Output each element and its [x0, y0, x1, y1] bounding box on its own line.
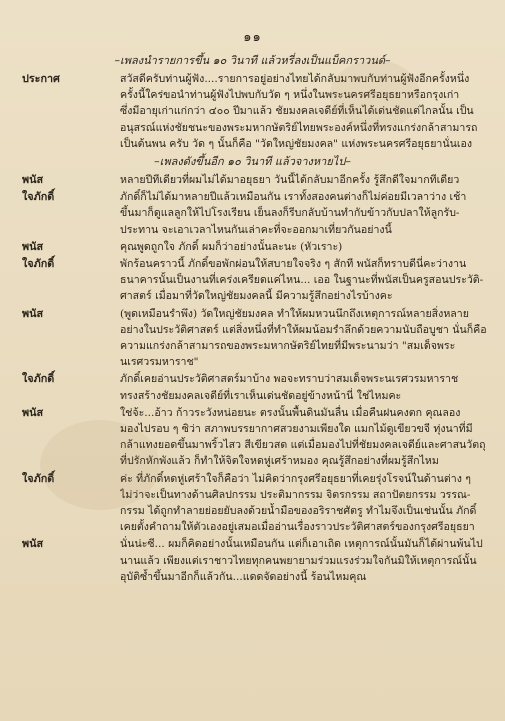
- dialogue-text: [120, 71, 483, 152]
- dialogue-line: นานแล้ว เพียงแต่เราชาวไทยทุกคนพยายามร่วมแรงร่วมใจกันมิให้เหตุการณ์นั้น: [120, 554, 477, 567]
- dialogue-line: อนุสรณ์แห่งชัยชนะของพระมหากษัตริย์ไทยพระองค์หนึ่งที่ทรงแกร่งกล้าสามารถ: [120, 121, 478, 134]
- dialogue-line: ไม่ว่าจะเป็นทางด้านศิลปกรรม ประติมากรรม จิตรกรรม สถาปัตยกรรม วรรณ-: [120, 488, 471, 501]
- dialogue-row: [22, 189, 483, 238]
- dialogue-line: เป็นต้นพน ครับ วัด ๆ นั้นก็คือ "วัดใหญ่ชัยมงคล" แห่งพระนครศรีอยุธยานั่นเอง: [120, 137, 473, 150]
- dialogue-line: (พูดเหมือนรำพึง) วัดใหญ่ชัยมงคล ทำให้ผมหวนนึกถึงเหตุการณ์หลายสิ่งหลาย: [120, 307, 469, 320]
- dialogue-text: [120, 471, 483, 536]
- speaker-name: ใจภักดิ์: [22, 372, 55, 386]
- dialogue-text: [120, 239, 483, 255]
- speaker-name: พนัส: [22, 306, 44, 320]
- dialogue-line: ที่ปรักหักพังแล้ว ก็ทำให้จิตใจหดหู่เศร้าหมอง คุณรู้สึกอย่างที่ผมรู้สึกไหม: [120, 455, 439, 468]
- dialogue-line: ทรงสร้างชัยมงคลเจดีย์ที่เราเห็นเด่นชัดอยู่ข้างหน้านี่ ใช่ไหมคะ: [120, 389, 402, 402]
- dialogue-line: ซึ่งมีอายุเก่าแก่กว่า ๔๐๐ ปีมาแล้ว ชัยมงคลเจดีย์ที่เห็นได้เด่นชัดแต่ไกลนั้น เป็น: [120, 105, 474, 118]
- speaker-name: ประกาศ: [22, 72, 60, 85]
- dialogue-line: ครั้งนี้ใคร่ขอนำท่านผู้ฟังไปพบกับวัด ๆ หนึ่งในพระนครศรีอยุธยาหรือกรุงเก่า: [120, 89, 460, 102]
- dialogue-line: ประทาน จะเอาเวลาไหนกันเล่าคะที่จะออกมาเที่ยวกันอย่างนี้: [120, 223, 392, 236]
- speaker-name: พนัส: [22, 405, 44, 419]
- dialogue-line: นเรศวรมหาราช": [120, 356, 199, 369]
- dialogue-line: กรรม ได้ถูกทำลายย่อยยับลงด้วยน้ำมือของอริราชศัตรู ทำไมจึงเป็นเช่นนั้น ภักดิ์: [120, 505, 477, 518]
- dialogue-line: มองไปรอบ ๆ ซิว่า สภาพบรรยากาศสวยงามเพียงใด แมกไม้ดูเขียวขจี ทุ่งนาที่มี: [120, 423, 473, 436]
- dialogue-line: นั่นน่ะซี... ผมก็คิดอย่างนั้นเหมือนกัน แต่ก็เอาเถิด เหตุการณ์นั้นมันก็ได้ผ่านพ้นไป: [120, 538, 483, 551]
- script-body: [22, 53, 487, 585]
- dialogue-line: ขึ้นมาก็ดูแลลูกให้ไปโรงเรียน เย็นลงก็รีบกลับบ้านทำกับข้าวกับปลาให้ลูกรับ-: [120, 207, 460, 220]
- dialogue-line: ความแกร่งกล้าสามารถของพระมหากษัตริย์ไทยที่มีพระนามว่า "สมเด็จพระ: [120, 340, 456, 353]
- dialogue-row: [22, 405, 486, 470]
- dialogue-row: [22, 71, 483, 152]
- dialogue-line: คุณพูดถูกใจ ภักดิ์ ผมก็ว่าอย่างนั้นละนะ (หัวเราะ): [120, 240, 343, 253]
- page-number: ๑๑: [243, 30, 262, 45]
- dialogue-text: [120, 405, 486, 470]
- speaker-name: พนัส: [22, 537, 44, 551]
- dialogue-text: [120, 189, 483, 238]
- speaker-name: พนัส: [22, 239, 44, 253]
- speaker-name: ใจภักดิ์: [22, 471, 55, 485]
- dialogue-line: อุบัติซ้ำขึ้นมาอีกก็แล้วกัน...แดดจัดอย่างนี้ ร้อนไหมคุณ: [120, 570, 367, 583]
- dialogue-row: [22, 172, 483, 188]
- dialogue-row: [22, 371, 483, 403]
- dialogue-row: [22, 239, 483, 255]
- dialogue-line: ใช่จ้ะ...อ้าว ก้าวระวังหน่อยนะ ตรงนั้นพื้นดินมันลื่น เมื่อคืนฝนคงตก คุณลอง: [120, 406, 461, 419]
- dialogue-line: สวัสดีครับท่านผู้ฟัง....รายการอยู่อย่างไทยได้กลับมาพบกับท่านผู้ฟังอีกครั้งหนึ่ง: [120, 73, 470, 85]
- dialogue-row: [22, 306, 487, 371]
- stage-direction: –เพลงดังขึ้นอีก ๑๐ วินาที แล้วจางหายไป–: [154, 155, 351, 169]
- dialogue-text: [120, 536, 483, 585]
- speaker-name: ใจภักดิ์: [22, 257, 55, 271]
- dialogue-line: อย่างในประวัติศาสตร์ แต่สิ่งหนึ่งที่ทำให้ผมน้อมรำลึกด้วยความนับถือบูชา นั่นก็คือ: [120, 323, 487, 336]
- dialogue-line: ค่ะ ที่ภักดิ์หดหู่เศร้าใจก็คือว่า ไม่คิดว่ากรุงศรีอยุธยาที่เคยรุ่งโรจน์ในด้านต่าง ๆ: [120, 472, 471, 485]
- dialogue-text: [120, 306, 487, 371]
- dialogue-row: [22, 536, 483, 585]
- dialogue-text: [120, 172, 483, 188]
- speaker-name: ใจภักดิ์: [22, 190, 55, 204]
- dialogue-line: ศาสตร์ เมื่อมาที่วัดใหญ่ชัยมงคลนี้ มีความรู้สึกอย่างไรบ้างคะ: [120, 290, 393, 303]
- dialogue-line: ภักดิ์เคยอ่านประวัติศาสตร์มาบ้าง พอจะทราบว่าสมเด็จพระนเรศวรมหาราช: [120, 373, 459, 386]
- dialogue-line: หลายปีทีเดียวที่ผมไม่ได้มาอยุธยา วันนี้ได้กลับมาอีกครั้ง รู้สึกดีใจมากทีเดียว: [120, 174, 460, 187]
- dialogue-text: [120, 371, 483, 403]
- dialogue-line: เคยตั้งคำถามให้ตัวเองอยู่เสมอเมื่ออ่านเรื่องราวประวัติศาสตร์ของกรุงศรีอยุธยา: [120, 521, 475, 534]
- dialogue-line: กล้าแทงยอดขึ้นมาพริ้วไสว สีเขียวสด แต่เมื่อมองไปที่ชัยมงคลเจดีย์และศาสนวัตถุ: [120, 439, 486, 452]
- dialogue-row: [22, 256, 483, 305]
- stage-direction: –เพลงนำรายการขึ้น ๑๐ วินาที แล้วหรี่ลงเป็นแบ็คกราวนด์–: [114, 54, 391, 67]
- dialogue-line: ภักดิ์ก็ไม่ได้มาหลายปีแล้วเหมือนกัน เราทั้งสองคนต่างก็ไม่ค่อยมีเวลาว่าง เช้า: [120, 191, 467, 204]
- dialogue-text: [120, 256, 483, 305]
- dialogue-row: [22, 471, 483, 536]
- speaker-name: พนัส: [22, 173, 44, 187]
- dialogue-line: พักร้อนคราวนี้ ภักดิ์ขอพักผ่อนให้สบายใจจริง ๆ สักที พนัสก็ทราบดีนี่คะว่างาน: [120, 258, 467, 271]
- dialogue-line: ธนาคารนั้นเป็นงานที่เคร่งเครียดแค่ไหน... เออ ในฐานะที่พนัสเป็นครูสอนประวัติ-: [120, 274, 484, 287]
